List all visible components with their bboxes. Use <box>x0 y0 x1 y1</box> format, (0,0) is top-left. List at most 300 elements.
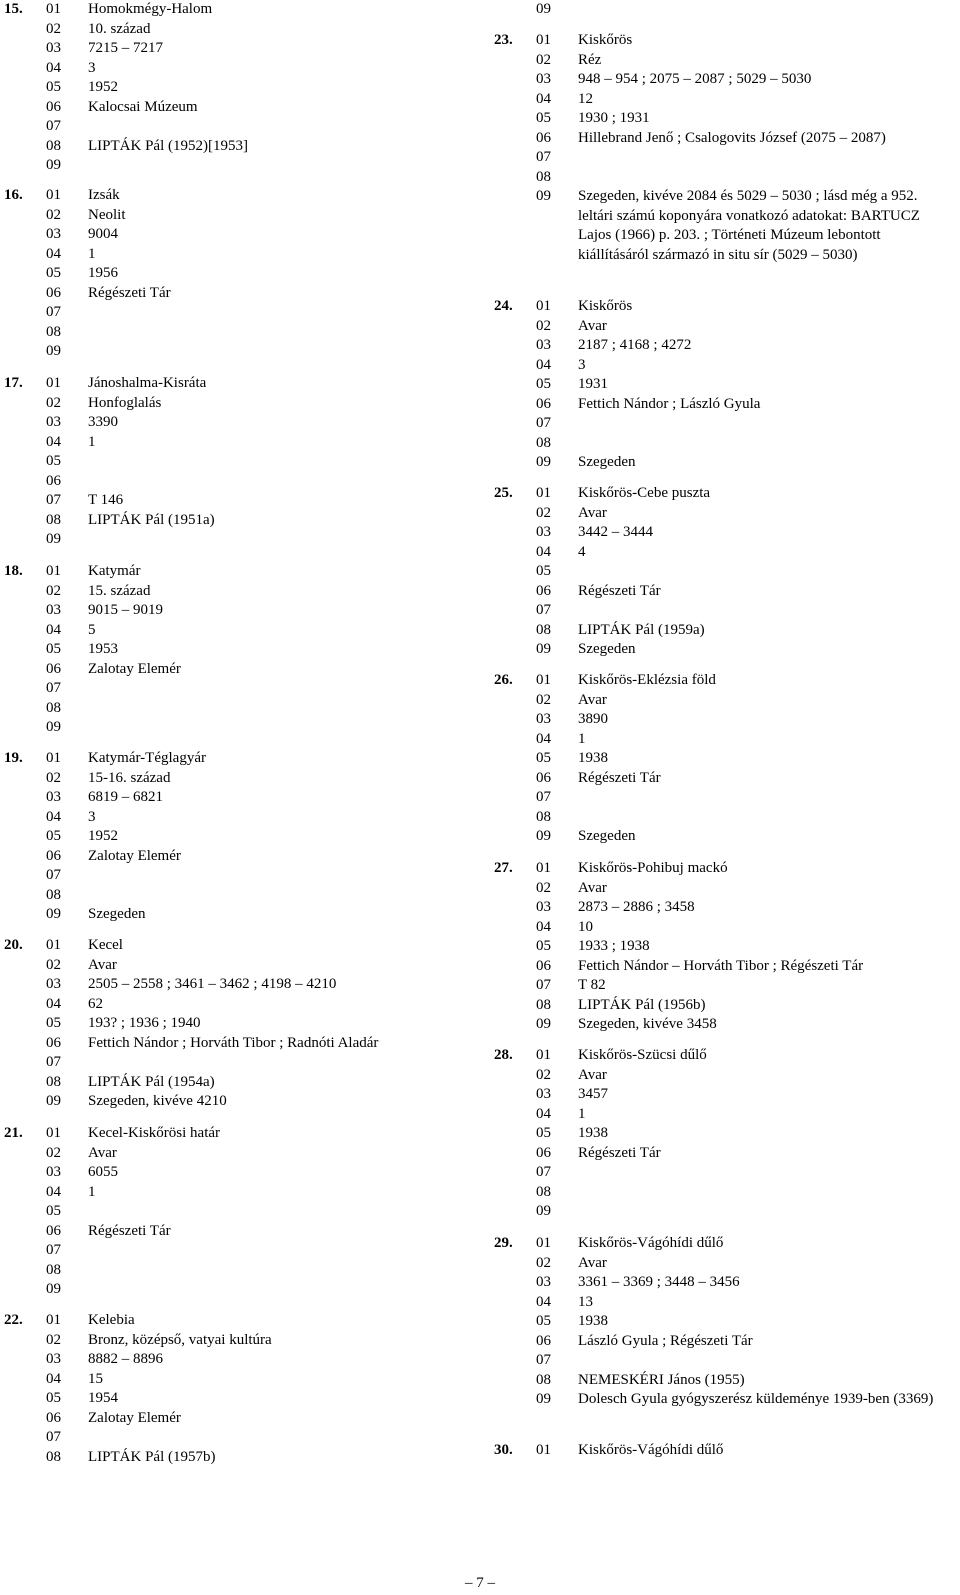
field-code: 09 <box>536 1203 551 1219</box>
field-code: 02 <box>46 769 61 786</box>
field-value: 5 <box>88 621 96 638</box>
field-code: 06 <box>46 98 61 115</box>
field-code: 08 <box>536 168 551 185</box>
field-value: Szegeden <box>578 454 636 470</box>
field-value: 8882 – 8896 <box>88 1351 163 1367</box>
field-row <box>490 414 960 434</box>
field-value: Kiskőrös-Pohibuj mackó <box>578 860 728 876</box>
field-row <box>490 859 960 879</box>
field-value: 9015 – 9019 <box>88 602 163 618</box>
field-row <box>0 394 470 414</box>
field-row <box>0 866 470 886</box>
field-code: 04 <box>46 1370 61 1387</box>
field-value: 193? ; 1936 ; 1940 <box>88 1015 201 1031</box>
field-row <box>0 808 470 828</box>
field-row <box>0 679 470 699</box>
field-value: 3390 <box>88 414 118 430</box>
field-code: 02 <box>46 956 61 973</box>
field-row <box>490 90 960 110</box>
field-code: 08 <box>536 808 551 825</box>
field-value: 6055 <box>88 1164 118 1180</box>
field-code: 08 <box>46 1073 61 1090</box>
field-value: Régészeti Tár <box>578 1144 661 1161</box>
field-code: 06 <box>536 957 551 974</box>
field-value: 1 <box>578 730 586 747</box>
field-row <box>0 117 470 137</box>
field-row <box>0 936 470 956</box>
field-value: Fettich Nándor ; László Gyula <box>578 395 761 412</box>
field-code: 05 <box>46 79 61 95</box>
field-row <box>490 788 960 808</box>
field-row <box>0 1144 470 1164</box>
field-value: 1938 <box>578 1313 608 1329</box>
field-value: Régészeti Tár <box>88 1222 171 1239</box>
field-code: 08 <box>46 323 61 340</box>
field-row <box>490 918 960 938</box>
field-value: 3442 – 3444 <box>578 524 653 540</box>
field-value: Kecel <box>88 937 123 953</box>
field-code: 03 <box>536 711 551 727</box>
field-code: 09 <box>46 531 61 547</box>
entry-number: 30. <box>494 1442 513 1458</box>
field-row <box>490 453 960 473</box>
field-row <box>490 1390 960 1429</box>
field-code: 02 <box>46 1331 61 1348</box>
field-code: 04 <box>46 59 61 76</box>
field-value: 1953 <box>88 641 118 657</box>
field-value: 1938 <box>578 750 608 766</box>
field-row <box>0 886 470 906</box>
field-row <box>0 511 470 531</box>
field-value: LIPTÁK Pál (1959a) <box>578 621 705 638</box>
field-row <box>490 434 960 454</box>
field-row <box>0 1331 470 1351</box>
field-value: Bronz, középső, vatyai kultúra <box>88 1331 272 1348</box>
catalog-entry <box>490 1046 960 1222</box>
field-code: 09 <box>536 641 551 657</box>
field-row <box>0 1280 470 1300</box>
field-code: 02 <box>46 1144 61 1161</box>
field-value: LIPTÁK Pál (1956b) <box>578 996 706 1013</box>
field-row <box>0 303 470 323</box>
field-row <box>490 51 960 71</box>
field-code: 03 <box>536 71 551 87</box>
field-code: 08 <box>46 137 61 154</box>
field-code: 01 <box>46 750 61 766</box>
field-row <box>490 601 960 621</box>
field-code: 06 <box>46 284 61 301</box>
field-code: 01 <box>46 563 61 579</box>
field-code: 09 <box>46 1093 61 1109</box>
field-value: Avar <box>578 1066 607 1083</box>
field-row <box>0 660 470 680</box>
field-row <box>0 472 470 492</box>
field-code: 09 <box>46 719 61 735</box>
field-value: 948 – 954 ; 2075 – 2087 ; 5029 – 5030 <box>578 71 812 87</box>
field-row <box>0 621 470 641</box>
field-row <box>490 129 960 149</box>
catalog-entry <box>490 0 960 20</box>
field-row <box>0 1370 470 1390</box>
field-code: 01 <box>46 937 61 953</box>
field-code: 01 <box>536 485 551 501</box>
field-row <box>0 769 470 789</box>
field-value: LIPTÁK Pál (1954a) <box>88 1073 215 1090</box>
field-row <box>490 31 960 51</box>
field-row <box>0 1183 470 1203</box>
field-value: Avar <box>578 504 607 521</box>
field-code: 04 <box>536 90 551 107</box>
entry-number: 20. <box>4 937 23 953</box>
field-row <box>0 995 470 1015</box>
field-row <box>0 137 470 157</box>
field-value: 1952 <box>88 79 118 95</box>
field-code: 08 <box>536 996 551 1013</box>
field-row <box>490 523 960 543</box>
field-code: 01 <box>46 187 61 203</box>
field-code: 05 <box>536 750 551 766</box>
field-code: 08 <box>536 434 551 451</box>
field-value: Régészeti Tár <box>578 582 661 599</box>
field-row <box>0 749 470 769</box>
field-code: 03 <box>46 226 61 242</box>
field-value: 1933 ; 1938 <box>578 938 650 954</box>
field-value: 1 <box>88 1183 96 1200</box>
field-row <box>0 640 470 660</box>
field-code: 01 <box>46 1 61 17</box>
field-value: László Gyula ; Régészeti Tár <box>578 1332 753 1349</box>
field-code: 02 <box>46 394 61 411</box>
field-value: LIPTÁK Pál (1952)[1953] <box>88 137 248 154</box>
field-value: 6819 – 6821 <box>88 789 163 805</box>
field-value: 1930 ; 1931 <box>578 110 650 126</box>
field-value: Szegeden, kivéve 2084 és 5029 – 5030 ; lásd még a 952. leltári számú koponyára vonatkozó adatokat: BARTUCZ Lajos (1966) p. 203. ; Történeti Múzeum lebontott kiállításáról származó in situ sír (5029 – 5030) <box>578 188 920 263</box>
field-row <box>0 1311 470 1331</box>
field-value: Kiskőrös <box>578 32 633 48</box>
field-code: 09 <box>536 1016 551 1032</box>
field-value: 12 <box>578 90 593 107</box>
field-code: 03 <box>536 1274 551 1290</box>
field-row <box>490 1254 960 1274</box>
catalog-entry <box>490 671 960 847</box>
field-row <box>490 749 960 769</box>
catalog-entry <box>0 562 470 738</box>
field-value: 13 <box>578 1293 593 1310</box>
field-row <box>0 1163 470 1183</box>
field-row <box>0 582 470 602</box>
field-value: Kiskőrös-Cebe puszta <box>578 485 711 501</box>
field-row <box>490 395 960 415</box>
field-value: 1 <box>88 433 96 450</box>
field-value: 1952 <box>88 828 118 844</box>
field-code: 08 <box>46 511 61 528</box>
field-row <box>490 582 960 602</box>
field-row <box>490 484 960 504</box>
field-value: 10 <box>578 918 593 935</box>
field-row <box>490 1015 960 1035</box>
field-row <box>490 1351 960 1371</box>
field-value: Izsák <box>88 187 120 203</box>
field-code: 09 <box>46 343 61 359</box>
field-row <box>0 206 470 226</box>
field-code: 03 <box>46 976 61 992</box>
field-code: 07 <box>46 492 61 508</box>
field-code: 05 <box>46 641 61 657</box>
field-value: Jánoshalma-Kisráta <box>88 375 207 391</box>
field-code: 08 <box>536 621 551 638</box>
field-value: Dolesch Gyula gyógyszerész küldeménye 1939-ben (3369) <box>578 1391 934 1407</box>
field-code: 07 <box>46 680 61 696</box>
field-row <box>490 691 960 711</box>
field-code: 07 <box>536 602 551 618</box>
field-code: 02 <box>46 206 61 223</box>
entry-number: 15. <box>4 1 23 17</box>
field-value: 15. század <box>88 582 151 599</box>
field-value: 3 <box>88 59 96 76</box>
field-value: Szegeden <box>578 641 636 657</box>
field-row <box>0 491 470 511</box>
field-row <box>0 98 470 118</box>
field-code: 03 <box>46 1351 61 1367</box>
field-row <box>490 70 960 90</box>
field-code: 09 <box>46 157 61 173</box>
field-row <box>0 59 470 79</box>
field-value: Katymár <box>88 563 141 579</box>
field-row <box>0 1124 470 1144</box>
field-value: Szegeden, kivéve 4210 <box>88 1093 227 1109</box>
field-code: 06 <box>46 472 61 489</box>
catalog-entry <box>0 374 470 550</box>
field-row <box>490 808 960 828</box>
field-value: 3457 <box>578 1086 608 1102</box>
catalog-entry <box>490 1441 960 1461</box>
field-value: 1956 <box>88 265 118 281</box>
field-row <box>490 109 960 129</box>
field-row <box>0 245 470 265</box>
field-value: LIPTÁK Pál (1951a) <box>88 511 215 528</box>
field-code: 04 <box>536 1105 551 1122</box>
field-value: Kecel-Kiskőrösi határ <box>88 1125 221 1141</box>
field-value: Avar <box>578 879 607 896</box>
field-code: 08 <box>46 1261 61 1278</box>
field-code: 07 <box>46 867 61 883</box>
catalog-entry <box>0 186 470 362</box>
entry-number: 26. <box>494 672 513 688</box>
field-value: 1954 <box>88 1390 118 1406</box>
field-value: 1938 <box>578 1125 608 1141</box>
field-row <box>490 543 960 563</box>
entry-number: 17. <box>4 375 23 391</box>
field-code: 08 <box>536 1183 551 1200</box>
field-row <box>490 1371 960 1391</box>
field-code: 05 <box>46 828 61 844</box>
field-code: 07 <box>46 118 61 134</box>
field-code: 02 <box>536 51 551 68</box>
field-row <box>490 1066 960 1086</box>
field-value: Avar <box>578 1254 607 1271</box>
field-code: 09 <box>46 906 61 922</box>
field-code: 03 <box>536 337 551 353</box>
field-code: 03 <box>536 524 551 540</box>
field-value: 1931 <box>578 376 608 392</box>
field-value: Katymár-Téglagyár <box>88 750 206 766</box>
field-value: Fettich Nándor ; Horváth Tibor ; Radnóti Aladár <box>88 1034 379 1051</box>
field-row <box>0 718 470 738</box>
catalog-entry <box>0 0 470 176</box>
field-row <box>0 1202 470 1222</box>
field-code: 02 <box>46 20 61 37</box>
field-code: 07 <box>536 977 551 993</box>
field-code: 05 <box>536 376 551 392</box>
field-row <box>0 1014 470 1034</box>
field-code: 05 <box>536 110 551 126</box>
field-row <box>0 788 470 808</box>
field-row <box>490 1312 960 1332</box>
field-code: 02 <box>536 504 551 521</box>
field-row <box>490 1273 960 1293</box>
field-row <box>0 975 470 995</box>
field-code: 09 <box>46 1281 61 1297</box>
field-row <box>0 0 470 20</box>
field-code: 05 <box>536 938 551 954</box>
field-row <box>490 976 960 996</box>
field-value: T 146 <box>88 492 124 508</box>
field-row <box>490 1234 960 1254</box>
field-value: Réz <box>578 51 602 68</box>
field-value: Szegeden, kivéve 3458 <box>578 1016 717 1032</box>
field-row <box>490 356 960 376</box>
field-row <box>490 0 960 20</box>
field-row <box>490 1046 960 1066</box>
field-value: 3 <box>578 356 586 373</box>
field-code: 07 <box>536 149 551 165</box>
field-value: Kiskőrös <box>578 298 633 314</box>
field-value: Avar <box>88 956 117 973</box>
field-row <box>0 1389 470 1409</box>
field-row <box>490 562 960 582</box>
field-code: 04 <box>46 433 61 450</box>
field-row <box>0 905 470 925</box>
field-code: 04 <box>46 1183 61 1200</box>
field-code: 05 <box>536 1313 551 1329</box>
field-row <box>0 827 470 847</box>
field-code: 09 <box>536 1 551 17</box>
field-code: 02 <box>536 1254 551 1271</box>
field-value: Régészeti Tár <box>578 769 661 786</box>
field-row <box>0 413 470 433</box>
field-code: 07 <box>46 1054 61 1070</box>
field-row <box>0 1053 470 1073</box>
field-code: 01 <box>46 375 61 391</box>
field-row <box>490 375 960 395</box>
field-code: 06 <box>46 1409 61 1426</box>
entry-number: 22. <box>4 1312 23 1328</box>
field-row <box>0 78 470 98</box>
field-row <box>0 847 470 867</box>
field-value: Zalotay Elemér <box>88 1409 181 1426</box>
field-row <box>490 1293 960 1313</box>
field-code: 08 <box>536 1371 551 1388</box>
field-row <box>0 225 470 245</box>
entry-number: 23. <box>494 32 513 48</box>
field-value: Kiskőrös-Szücsi dűlő <box>578 1047 707 1063</box>
field-code: 04 <box>536 543 551 560</box>
entry-number: 18. <box>4 563 23 579</box>
field-value: Kiskőrös-Vágóhídi dűlő <box>578 1442 724 1458</box>
field-row <box>490 1202 960 1222</box>
field-row <box>0 562 470 582</box>
field-row <box>490 317 960 337</box>
field-row <box>490 1105 960 1125</box>
field-code: 04 <box>536 1293 551 1310</box>
field-code: 09 <box>536 1391 551 1407</box>
field-code: 06 <box>46 847 61 864</box>
catalog-entry <box>490 1234 960 1429</box>
field-value: T 82 <box>578 977 606 993</box>
field-code: 01 <box>536 298 551 314</box>
field-value: 9004 <box>88 226 118 242</box>
field-code: 05 <box>46 453 61 469</box>
field-code: 07 <box>46 1429 61 1445</box>
field-row <box>0 264 470 284</box>
field-row <box>0 1448 470 1468</box>
field-code: 06 <box>46 1222 61 1239</box>
field-row <box>490 769 960 789</box>
field-code: 05 <box>46 1203 61 1219</box>
field-code: 03 <box>46 414 61 430</box>
field-code: 01 <box>536 1442 551 1458</box>
field-code: 06 <box>536 769 551 786</box>
field-row <box>0 39 470 59</box>
field-code: 03 <box>46 602 61 618</box>
field-row <box>490 1144 960 1164</box>
field-row <box>490 730 960 750</box>
entry-number: 21. <box>4 1125 23 1141</box>
field-row <box>490 640 960 660</box>
field-row <box>490 1332 960 1352</box>
field-code: 08 <box>46 1448 61 1465</box>
field-row <box>490 336 960 356</box>
field-row <box>0 1350 470 1370</box>
field-row <box>0 530 470 550</box>
field-code: 01 <box>536 860 551 876</box>
field-row <box>490 187 960 265</box>
field-value: 2873 – 2886 ; 3458 <box>578 899 695 915</box>
field-value: 4 <box>578 543 586 560</box>
field-value: LIPTÁK Pál (1957b) <box>88 1448 216 1465</box>
field-code: 03 <box>536 899 551 915</box>
field-row <box>490 937 960 957</box>
catalog-entry <box>0 1311 470 1467</box>
field-row <box>490 621 960 641</box>
field-value: Kalocsai Múzeum <box>88 98 198 115</box>
field-row <box>490 957 960 977</box>
field-row <box>490 1441 960 1461</box>
entry-number: 25. <box>494 485 513 501</box>
field-row <box>490 148 960 168</box>
field-value: Hillebrand Jenő ; Csalogovits József (2075 – 2087) <box>578 129 886 146</box>
field-code: 03 <box>46 1164 61 1180</box>
field-row <box>490 710 960 730</box>
field-code: 06 <box>536 1332 551 1349</box>
entry-number: 27. <box>494 860 513 876</box>
catalog-entry <box>0 1124 470 1300</box>
field-row <box>0 20 470 40</box>
entry-number: 28. <box>494 1047 513 1063</box>
field-row <box>490 1163 960 1183</box>
field-row <box>490 671 960 691</box>
field-row <box>0 956 470 976</box>
